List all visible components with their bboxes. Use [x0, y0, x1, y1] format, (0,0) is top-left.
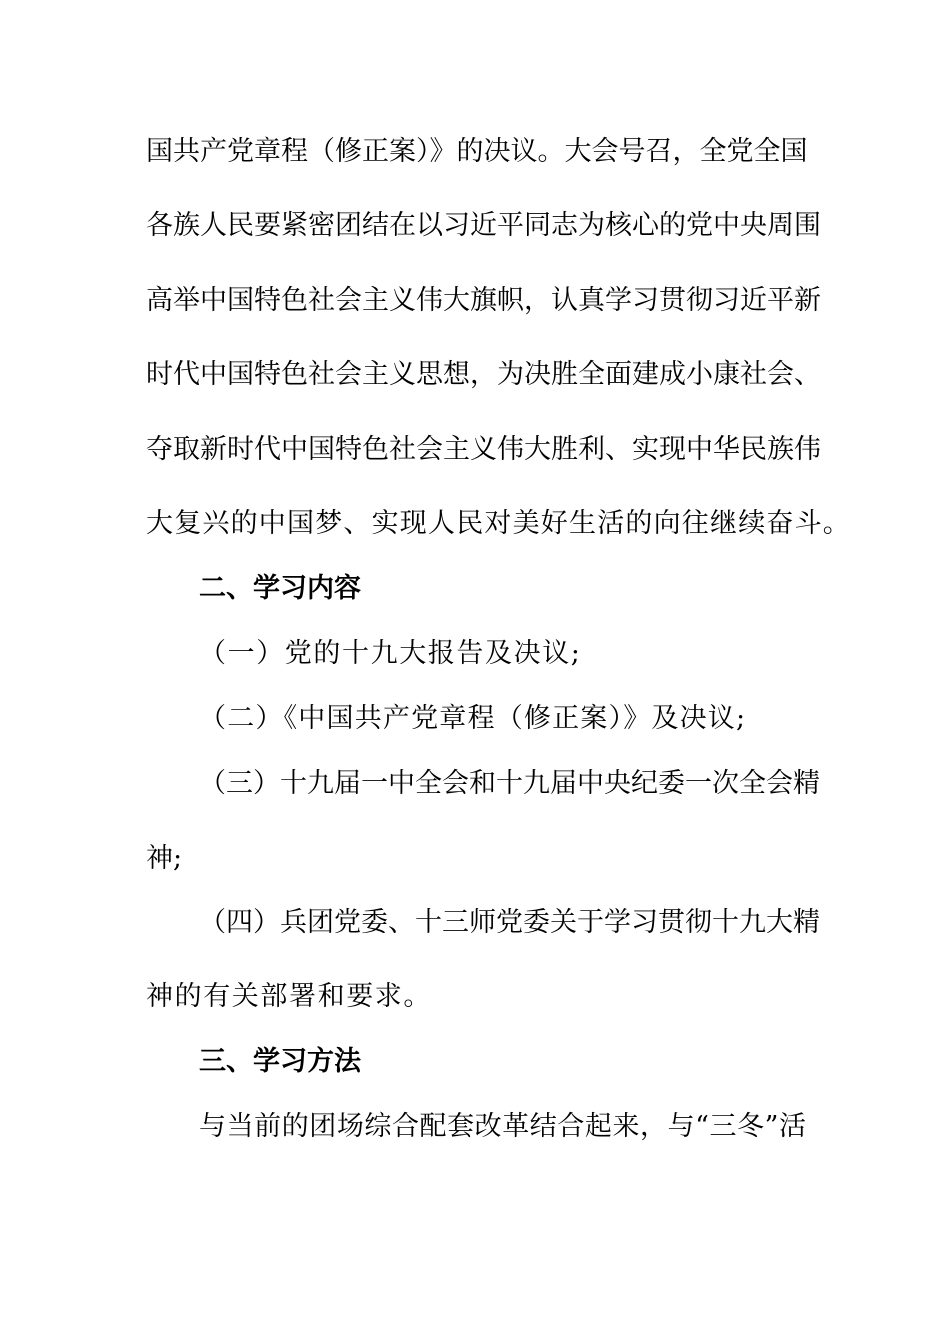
list-item-continuation: 神;: [146, 843, 183, 874]
list-item: （一）党的十九大报告及决议;: [199, 638, 582, 669]
paragraph-line: 与当前的团场综合配套改革结合起来，与“三冬”活: [199, 1111, 806, 1142]
section-heading-study-content: 二、学习内容: [199, 573, 361, 604]
paragraph-line: 国共产党章程（修正案）》的决议。大会号召，全党全国: [146, 136, 808, 167]
list-item: （二）《中国共产党章程（修正案）》及决议;: [199, 703, 747, 734]
paragraph-line: 各族人民要紧密团结在以习近平同志为核心的党中央周围: [146, 210, 821, 241]
paragraph-line: 时代中国特色社会主义思想，为决胜全面建成小康社会、: [146, 359, 821, 390]
list-item: （四）兵团党委、十三师党委关于学习贯彻十九大精: [199, 907, 820, 938]
list-item: （三）十九届一中全会和十九届中央纪委一次全会精: [199, 768, 820, 799]
section-heading-study-method: 三、学习方法: [199, 1046, 361, 1077]
list-item-continuation: 神的有关部署和要求。: [146, 981, 432, 1012]
paragraph-line: 高举中国特色社会主义伟大旗帜，认真学习贯彻习近平新: [146, 285, 821, 316]
paragraph-line: 夺取新时代中国特色社会主义伟大胜利、实现中华民族伟: [146, 434, 821, 465]
paragraph-line: 大复兴的中国梦、实现人民对美好生活的向往继续奋斗。: [146, 508, 851, 539]
